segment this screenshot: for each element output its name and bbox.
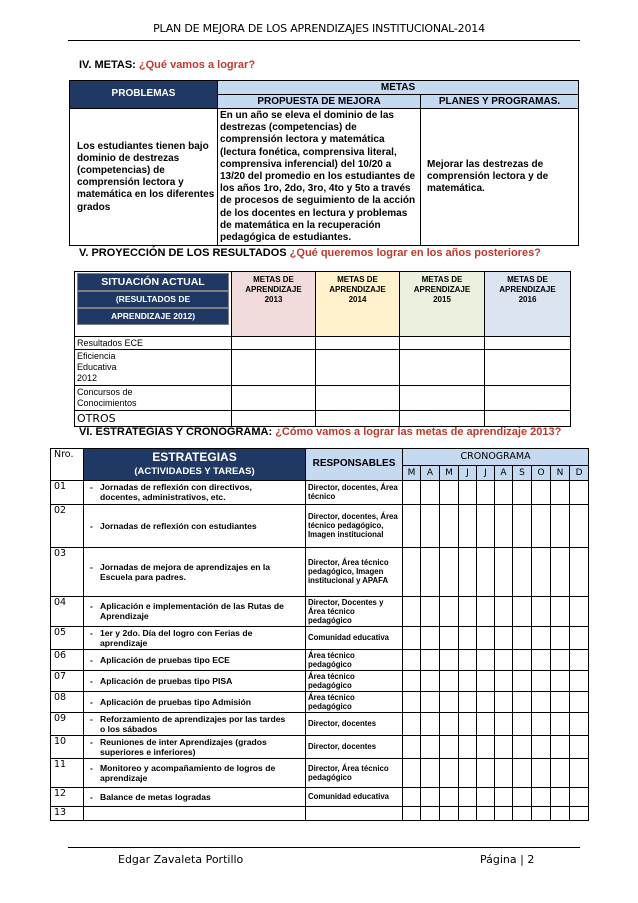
schedule-cell bbox=[421, 626, 440, 649]
activity-cell bbox=[84, 596, 306, 626]
schedule-cell bbox=[513, 670, 532, 691]
schedule-cell bbox=[532, 626, 551, 649]
schedule-cell bbox=[495, 806, 513, 820]
schedule-cell bbox=[513, 735, 532, 758]
schedule-cell bbox=[551, 806, 570, 820]
schedule-cell bbox=[459, 504, 477, 547]
schedule-cell bbox=[532, 670, 551, 691]
schedule-cell bbox=[459, 626, 477, 649]
activity-text: Jornadas de reflexión con estudiantes bbox=[100, 520, 257, 531]
schedule-cell bbox=[570, 670, 589, 691]
schedule-cell bbox=[551, 596, 570, 626]
situacion-sub1: (RESULTADOS DE bbox=[77, 291, 229, 308]
schedule-cell bbox=[570, 504, 589, 547]
footer-rule bbox=[68, 847, 580, 848]
schedule-cell bbox=[570, 806, 589, 820]
table-row bbox=[51, 626, 589, 649]
schedule-cell bbox=[532, 787, 551, 806]
schedule-cell bbox=[477, 670, 495, 691]
activity-bullet: - bbox=[90, 736, 93, 747]
schedule-cell bbox=[532, 691, 551, 712]
activity-bullet: - bbox=[90, 675, 93, 686]
schedule-cell bbox=[477, 712, 495, 735]
schedule-cell bbox=[570, 626, 589, 649]
activity-bullet: - bbox=[90, 713, 93, 724]
row-otros: OTROS bbox=[75, 411, 232, 427]
schedule-cell bbox=[421, 712, 440, 735]
row-concursos: Concursos de Conocimientos bbox=[75, 386, 232, 411]
responsible-cell: Director, docentes, Área técnico pedagógico, Imagen institucional bbox=[306, 504, 403, 547]
estrategias-subheader: (ACTIVIDADES Y TAREAS) bbox=[84, 465, 306, 480]
schedule-cell bbox=[459, 547, 477, 596]
schedule-cell bbox=[513, 806, 532, 820]
nro-header: Nro. bbox=[51, 449, 84, 481]
schedule-cell bbox=[403, 806, 421, 820]
schedule-cell bbox=[513, 649, 532, 670]
activity-bullet: - bbox=[90, 696, 93, 707]
schedule-cell bbox=[403, 787, 421, 806]
planes-cell: Mejorar las destrezas de comprensión lectora y de matemática. bbox=[421, 109, 579, 246]
schedule-cell bbox=[551, 480, 570, 504]
activity-bullet: - bbox=[90, 791, 93, 802]
schedule-cell bbox=[551, 626, 570, 649]
schedule-cell bbox=[532, 712, 551, 735]
schedule-cell bbox=[513, 596, 532, 626]
schedule-cell bbox=[403, 758, 421, 787]
schedule-cell bbox=[513, 504, 532, 547]
activity-cell bbox=[84, 626, 306, 649]
schedule-cell bbox=[440, 787, 459, 806]
activity-cell bbox=[84, 712, 306, 735]
schedule-cell bbox=[421, 480, 440, 504]
section-4-label: IV. METAS: bbox=[79, 59, 136, 71]
schedule-cell bbox=[477, 735, 495, 758]
activity-bullet: - bbox=[90, 654, 93, 665]
schedule-cell bbox=[440, 735, 459, 758]
schedule-cell bbox=[403, 691, 421, 712]
row-number: 09 bbox=[51, 712, 84, 735]
schedule-cell bbox=[551, 670, 570, 691]
activity-cell bbox=[84, 735, 306, 758]
metas-header: METAS bbox=[218, 81, 579, 95]
schedule-cell bbox=[532, 480, 551, 504]
schedule-cell bbox=[513, 626, 532, 649]
schedule-cell bbox=[513, 712, 532, 735]
schedule-cell bbox=[570, 712, 589, 735]
schedule-cell bbox=[495, 480, 513, 504]
row-number: 08 bbox=[51, 691, 84, 712]
schedule-cell bbox=[495, 504, 513, 547]
table-row bbox=[51, 806, 589, 820]
schedule-cell bbox=[403, 670, 421, 691]
section-5-heading bbox=[79, 247, 541, 259]
schedule-cell bbox=[421, 670, 440, 691]
month-d: D bbox=[570, 465, 589, 480]
activity-text: Aplicación de pruebas tipo PISA bbox=[100, 675, 233, 686]
schedule-cell bbox=[532, 649, 551, 670]
activity-cell bbox=[84, 758, 306, 787]
schedule-cell bbox=[513, 758, 532, 787]
schedule-cell bbox=[459, 480, 477, 504]
responsible-cell: Director, docentes bbox=[306, 712, 403, 735]
responsible-cell: Comunidad educativa bbox=[306, 626, 403, 649]
estrategias-body bbox=[51, 480, 589, 820]
activity-bullet: - bbox=[90, 601, 93, 611]
row-number: 07 bbox=[51, 670, 84, 691]
schedule-cell bbox=[570, 480, 589, 504]
schedule-cell bbox=[495, 596, 513, 626]
section-6-question: ¿Cómo vamos a lograr las metas de aprendizaje 2013? bbox=[275, 426, 562, 438]
month-a2: A bbox=[495, 465, 513, 480]
month-m: M bbox=[403, 465, 421, 480]
schedule-cell bbox=[551, 712, 570, 735]
schedule-cell bbox=[440, 670, 459, 691]
activity-text: Jornadas de reflexión con directivos, docentes, administrativos, etc. bbox=[100, 482, 252, 502]
schedule-cell bbox=[551, 787, 570, 806]
schedule-cell bbox=[459, 649, 477, 670]
row-number: 12 bbox=[51, 787, 84, 806]
schedule-cell bbox=[421, 806, 440, 820]
estrategias-table bbox=[50, 448, 589, 821]
header-rule bbox=[68, 40, 580, 41]
table-row bbox=[51, 504, 589, 547]
schedule-cell bbox=[421, 735, 440, 758]
activity-cell bbox=[84, 787, 306, 806]
schedule-cell bbox=[403, 735, 421, 758]
schedule-cell bbox=[440, 547, 459, 596]
schedule-cell bbox=[403, 504, 421, 547]
schedule-cell bbox=[421, 649, 440, 670]
schedule-cell bbox=[532, 806, 551, 820]
schedule-cell bbox=[570, 758, 589, 787]
activity-text: Balance de metas logradas bbox=[100, 791, 211, 802]
propuesta-cell: En un año se eleva el dominio de las destrezas (competencias) de comprensión lectora y matemática (lectura fonética, comprensiva literal, comprensiva inferencial) del 10/20 a 13/20 del promedio en los estudiantes de los años 1ro, 2do, 3ro, 4to y 5to a través de procesos de seguimiento de la acción de los docentes en lectura y problemas de matemática en la recuperación pedagógica de estudiantes. bbox=[218, 109, 421, 246]
responsible-cell: Director, docentes, Área técnico bbox=[306, 480, 403, 504]
schedule-cell bbox=[440, 691, 459, 712]
schedule-cell bbox=[440, 649, 459, 670]
schedule-cell bbox=[513, 547, 532, 596]
schedule-cell bbox=[513, 787, 532, 806]
schedule-cell bbox=[513, 480, 532, 504]
activity-bullet: - bbox=[90, 482, 93, 492]
schedule-cell bbox=[495, 758, 513, 787]
schedule-cell bbox=[551, 758, 570, 787]
schedule-cell bbox=[532, 735, 551, 758]
schedule-cell bbox=[421, 547, 440, 596]
schedule-cell bbox=[477, 626, 495, 649]
proyeccion-table bbox=[74, 271, 571, 427]
section-6-label: VI. ESTRATEGIAS Y CRONOGRAMA: bbox=[79, 426, 273, 438]
schedule-cell bbox=[459, 758, 477, 787]
schedule-cell bbox=[477, 758, 495, 787]
schedule-cell bbox=[459, 806, 477, 820]
schedule-cell bbox=[551, 504, 570, 547]
activity-text: Aplicación de pruebas tipo ECE bbox=[100, 654, 230, 665]
responsible-cell: Director, Docentes y Área técnico pedagógico bbox=[306, 596, 403, 626]
schedule-cell bbox=[403, 547, 421, 596]
footer-page: Página | 2 bbox=[480, 853, 535, 866]
situacion-actual-header bbox=[75, 272, 232, 337]
responsible-cell: Área técnico pedagógico bbox=[306, 670, 403, 691]
table-row bbox=[51, 735, 589, 758]
schedule-cell bbox=[477, 547, 495, 596]
activity-cell bbox=[84, 547, 306, 596]
schedule-cell bbox=[421, 504, 440, 547]
schedule-cell bbox=[403, 649, 421, 670]
row-number: 11 bbox=[51, 758, 84, 787]
schedule-cell bbox=[477, 649, 495, 670]
month-j2: J bbox=[477, 465, 495, 480]
activity-text: Aplicación de pruebas tipo Admisión bbox=[100, 696, 252, 707]
activity-bullet: - bbox=[90, 561, 93, 572]
footer-author: Edgar Zavaleta Portillo bbox=[118, 853, 244, 866]
section-5-label: V. PROYECCIÓN DE LOS RESULTADOS bbox=[79, 247, 287, 259]
schedule-cell bbox=[403, 480, 421, 504]
propuesta-header: PROPUESTA DE MEJORA bbox=[218, 95, 421, 109]
schedule-cell bbox=[495, 670, 513, 691]
schedule-cell bbox=[459, 787, 477, 806]
schedule-cell bbox=[551, 691, 570, 712]
activity-cell bbox=[84, 649, 306, 670]
row-number: 01 bbox=[51, 480, 84, 504]
activity-text: Jornadas de mejora de aprendizajes en la Escuela para padres. bbox=[100, 561, 271, 582]
table-row bbox=[51, 670, 589, 691]
schedule-cell bbox=[477, 480, 495, 504]
estrategias-header: ESTRATEGIAS bbox=[84, 449, 306, 466]
schedule-cell bbox=[532, 547, 551, 596]
schedule-cell bbox=[495, 626, 513, 649]
schedule-cell bbox=[532, 596, 551, 626]
schedule-cell bbox=[570, 735, 589, 758]
situacion-title: SITUACIÓN ACTUAL bbox=[77, 273, 229, 291]
table-row bbox=[51, 712, 589, 735]
schedule-cell bbox=[440, 806, 459, 820]
metas-2013-header: METAS DE APRENDIZAJE 2013 bbox=[232, 272, 316, 337]
schedule-cell bbox=[570, 649, 589, 670]
activity-text: Aplicación e implementación de las Rutas de Aprendizaje bbox=[100, 601, 284, 621]
schedule-cell bbox=[421, 596, 440, 626]
schedule-cell bbox=[421, 758, 440, 787]
metas-2016-header: METAS DE APRENDIZAJE 2016 bbox=[485, 272, 571, 337]
activity-text: Reforzamiento de aprendizajes por las tardes o los sábados bbox=[100, 713, 286, 734]
schedule-cell bbox=[459, 712, 477, 735]
activity-cell bbox=[84, 691, 306, 712]
responsible-cell: Director, Área técnico pedagógico bbox=[306, 758, 403, 787]
schedule-cell bbox=[477, 806, 495, 820]
schedule-cell bbox=[440, 712, 459, 735]
activity-text: 1er y 2do. Día del logro con Ferias de aprendizaje bbox=[100, 627, 253, 648]
row-number: 13 bbox=[51, 806, 84, 820]
table-row bbox=[51, 787, 589, 806]
schedule-cell bbox=[532, 758, 551, 787]
section-4-question: ¿Qué vamos a lograr? bbox=[138, 59, 256, 71]
month-m2: M bbox=[440, 465, 459, 480]
schedule-cell bbox=[495, 691, 513, 712]
schedule-cell bbox=[532, 504, 551, 547]
responsables-header: RESPONSABLES bbox=[306, 449, 403, 481]
responsible-cell: Comunidad educativa bbox=[306, 787, 403, 806]
schedule-cell bbox=[551, 649, 570, 670]
row-number: 03 bbox=[51, 547, 84, 596]
cronograma-header: CRONOGRAMA bbox=[403, 449, 589, 466]
schedule-cell bbox=[551, 547, 570, 596]
activity-text: Reuniones de inter Aprendizajes (grados superiores e inferiores) bbox=[100, 736, 267, 757]
row-number: 05 bbox=[51, 626, 84, 649]
responsible-cell bbox=[306, 806, 403, 820]
month-s: S bbox=[513, 465, 532, 480]
schedule-cell bbox=[495, 649, 513, 670]
activity-cell bbox=[84, 504, 306, 547]
month-n: N bbox=[551, 465, 570, 480]
schedule-cell bbox=[421, 691, 440, 712]
schedule-cell bbox=[440, 480, 459, 504]
schedule-cell bbox=[570, 596, 589, 626]
activity-cell bbox=[84, 480, 306, 504]
schedule-cell bbox=[551, 735, 570, 758]
schedule-cell bbox=[495, 712, 513, 735]
row-number: 10 bbox=[51, 735, 84, 758]
schedule-cell bbox=[440, 596, 459, 626]
row-number: 06 bbox=[51, 649, 84, 670]
schedule-cell bbox=[570, 787, 589, 806]
row-number: 04 bbox=[51, 596, 84, 626]
responsible-cell: Área técnico pedagógico bbox=[306, 691, 403, 712]
schedule-cell bbox=[459, 691, 477, 712]
month-j: J bbox=[459, 465, 477, 480]
schedule-cell bbox=[495, 787, 513, 806]
schedule-cell bbox=[403, 626, 421, 649]
activity-cell bbox=[84, 806, 306, 820]
table-row bbox=[51, 758, 589, 787]
schedule-cell bbox=[459, 735, 477, 758]
activity-bullet: - bbox=[90, 520, 93, 531]
schedule-cell bbox=[477, 787, 495, 806]
month-a: A bbox=[421, 465, 440, 480]
metas-2014-header: METAS DE APRENDIZAJE 2014 bbox=[316, 272, 400, 337]
schedule-cell bbox=[495, 735, 513, 758]
activity-cell bbox=[84, 670, 306, 691]
situacion-sub2: APRENDIZAJE 2012) bbox=[77, 308, 229, 325]
row-number: 02 bbox=[51, 504, 84, 547]
metas-2015-header: METAS DE APRENDIZAJE 2015 bbox=[400, 272, 485, 337]
schedule-cell bbox=[403, 712, 421, 735]
schedule-cell bbox=[403, 596, 421, 626]
table-row bbox=[51, 596, 589, 626]
metas-table bbox=[69, 80, 579, 246]
planes-header: PLANES Y PROGRAMAS. bbox=[421, 95, 579, 109]
row-eficiencia: Eficiencia Educativa 2012 bbox=[75, 350, 232, 386]
schedule-cell bbox=[459, 670, 477, 691]
table-row bbox=[51, 649, 589, 670]
schedule-cell bbox=[477, 691, 495, 712]
schedule-cell bbox=[570, 691, 589, 712]
activity-text: Monitoreo y acompañamiento de logros de aprendizaje bbox=[100, 762, 276, 783]
schedule-cell bbox=[477, 596, 495, 626]
schedule-cell bbox=[440, 626, 459, 649]
schedule-cell bbox=[570, 547, 589, 596]
row-resultados-ece: Resultados ECE bbox=[75, 337, 232, 350]
table-row bbox=[51, 691, 589, 712]
schedule-cell bbox=[513, 691, 532, 712]
schedule-cell bbox=[477, 504, 495, 547]
activity-bullet: - bbox=[90, 762, 93, 773]
responsible-cell: Director, docentes bbox=[306, 735, 403, 758]
schedule-cell bbox=[440, 504, 459, 547]
problemas-header: PROBLEMAS bbox=[70, 81, 218, 109]
table-row bbox=[51, 480, 589, 504]
schedule-cell bbox=[440, 758, 459, 787]
schedule-cell bbox=[495, 547, 513, 596]
responsible-cell: Director, Área técnico pedagógico, Imagen institucional y APAFA bbox=[306, 547, 403, 596]
problemas-cell: Los estudiantes tienen bajo dominio de destrezas (competencias) de comprensión lectora y matemática en los diferentes grados bbox=[70, 109, 218, 246]
table-row bbox=[51, 547, 589, 596]
activity-bullet: - bbox=[90, 627, 93, 638]
month-o: O bbox=[532, 465, 551, 480]
schedule-cell bbox=[459, 596, 477, 626]
schedule-cell bbox=[421, 787, 440, 806]
section-6-heading bbox=[79, 426, 561, 438]
page-header-title: PLAN DE MEJORA DE LOS APRENDIZAJES INSTITUCIONAL-2014 bbox=[153, 22, 485, 35]
section-5-question: ¿Qué queremos lograr en los años posteriores? bbox=[289, 247, 541, 259]
section-4-heading bbox=[79, 59, 255, 71]
responsible-cell: Área técnico pedagógico bbox=[306, 649, 403, 670]
